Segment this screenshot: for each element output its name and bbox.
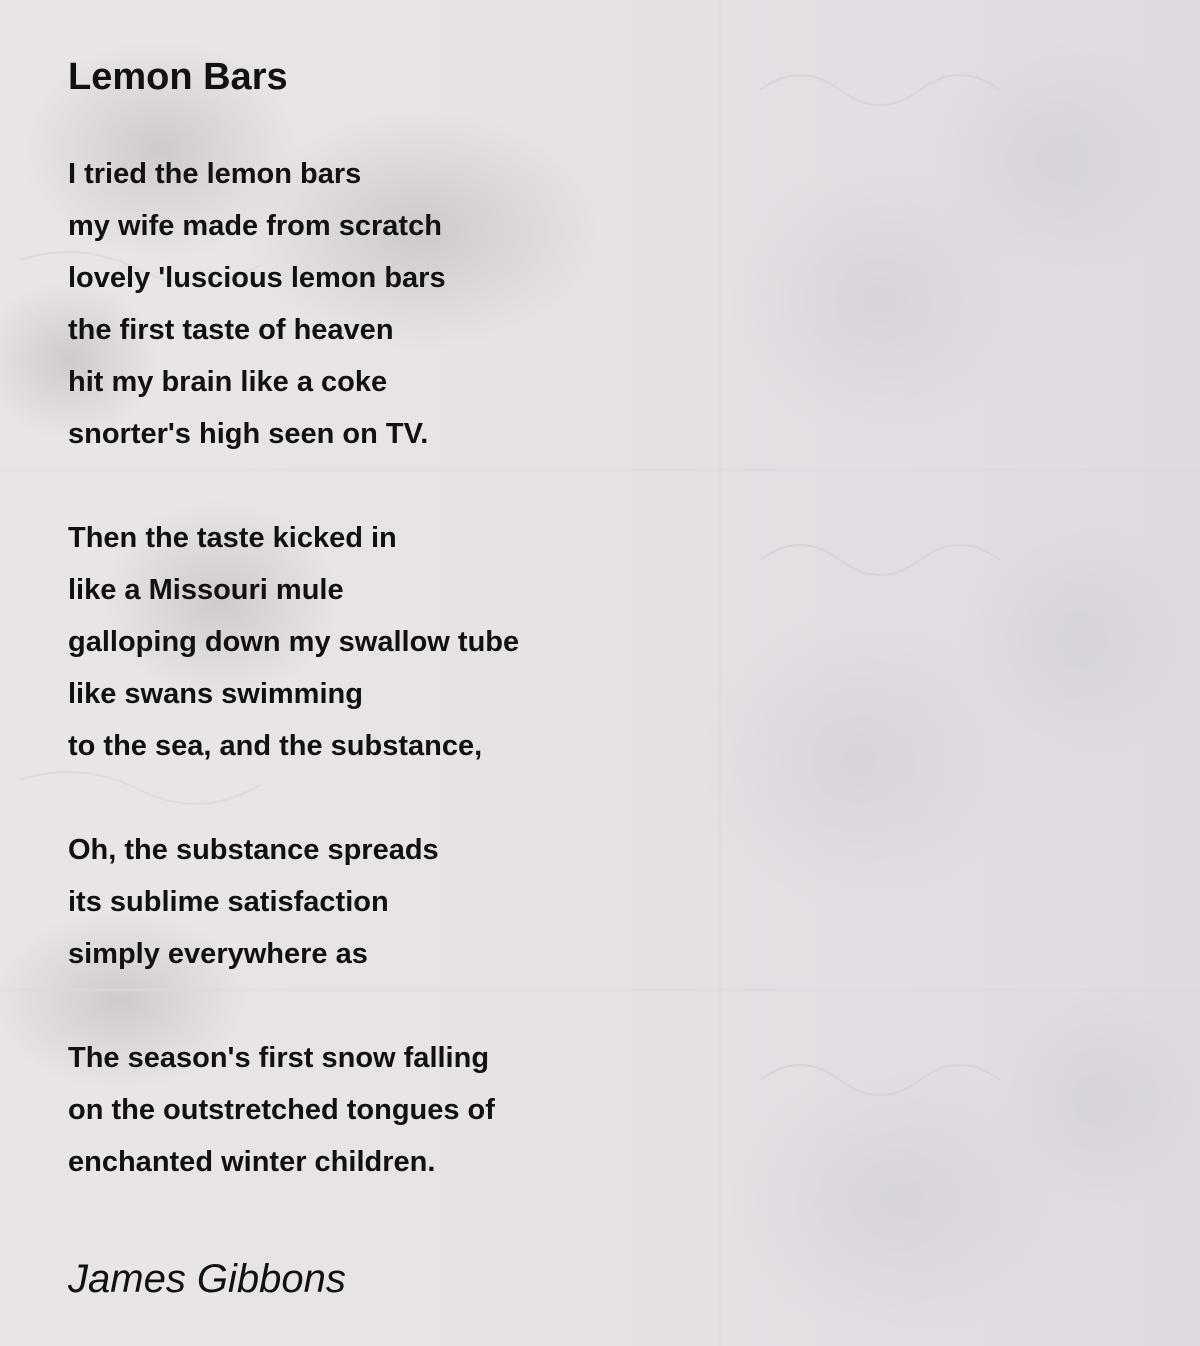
stanza-4	[68, 1032, 1148, 1188]
poem-line: the first taste of heaven	[68, 314, 394, 346]
poem-line: its sublime satisfaction	[68, 886, 389, 918]
poem-line: galloping down my swallow tube	[68, 626, 520, 658]
poem-line: Oh, the substance spreads	[68, 834, 439, 866]
poem-line: my wife made from scratch	[68, 210, 442, 242]
poem-title: Lemon Bars	[68, 56, 288, 98]
poem-line: to the sea, and the substance,	[68, 730, 483, 762]
poem-body	[68, 148, 1148, 1188]
poem-line: I tried the lemon bars	[68, 158, 362, 190]
poem-line: The season's first snow falling	[68, 1042, 490, 1074]
poem-line: like swans swimming	[68, 678, 363, 710]
poem-line: hit my brain like a coke	[68, 366, 388, 398]
poem-line: enchanted winter children.	[68, 1146, 436, 1178]
poem-line: Then the taste kicked in	[68, 522, 397, 554]
poem-line: like a Missouri mule	[68, 574, 344, 606]
poem-line: lovely 'luscious lemon bars	[68, 262, 446, 294]
poem-author: James Gibbons	[68, 1257, 346, 1301]
poem-line: on the outstretched tongues of	[68, 1094, 495, 1126]
poem-line: snorter's high seen on TV.	[68, 418, 429, 450]
stanza-3	[68, 824, 1148, 980]
stanza-2	[68, 512, 1148, 772]
stanza-1	[68, 148, 1148, 460]
poem-container	[68, 52, 1148, 1304]
poem-line: simply everywhere as	[68, 938, 368, 970]
